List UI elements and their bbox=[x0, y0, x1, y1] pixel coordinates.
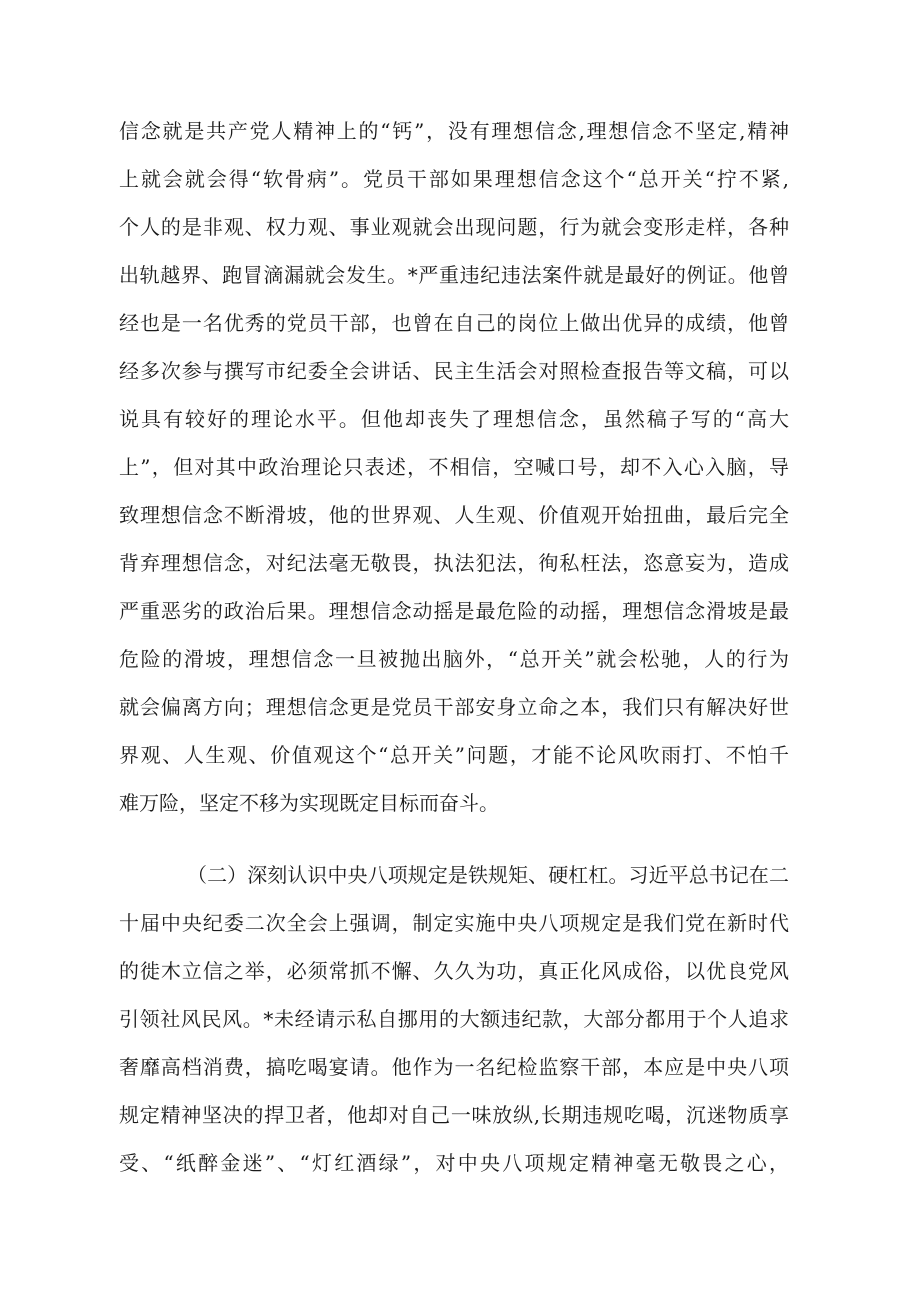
text-line: 个人的是非观、权力观、事业观就会出现问题，行为就会变形走样，各种 bbox=[119, 215, 789, 239]
text-line: 上”，但对其中政治理论只表述，不相信，空喊口号，却不入心入脑，导 bbox=[119, 455, 789, 479]
text-line: 说具有较好的理论水平。但他却丧失了理想信念，虽然稿子写的“高大 bbox=[119, 407, 789, 431]
text-line: 经多次参与撰写市纪委全会讲话、民主生活会对照检查报告等文稿，可以 bbox=[119, 359, 789, 383]
text-line: 经也是一名优秀的党员干部，也曾在自己的岗位上做出优异的成绩，他曾 bbox=[119, 311, 789, 335]
text-line: 受、“纸醉金迷”、“灯红酒绿”，对中央八项规定精神毫无敬畏之心， bbox=[119, 1151, 789, 1175]
text-line: 引领社风民风。*未经请示私自挪用的大额违纪款，大部分都用于个人追求 bbox=[119, 1007, 789, 1031]
text-line: 严重恶劣的政治后果。理想信念动摇是最危险的动摇，理想信念滑坡是最 bbox=[119, 599, 789, 623]
text-line: 背弃理想信念，对纪法毫无敬畏，执法犯法，徇私枉法，恣意妄为，造成 bbox=[119, 551, 789, 575]
text-line: 出轨越界、跑冒滴漏就会发生。*严重违纪违法案件就是最好的例证。他曾 bbox=[119, 263, 789, 287]
text-line: 难万险，坚定不移为实现既定目标而奋斗。 bbox=[119, 791, 499, 815]
text-line: 界观、人生观、价值观这个“总开关”问题，才能不论风吹雨打、不怕千 bbox=[119, 743, 789, 767]
text-line: 上就会就会得“软骨病”。党员干部如果理想信念这个“总开关“拧不紧, bbox=[119, 167, 789, 191]
text-line: 致理想信念不断滑坡，他的世界观、人生观、价值观开始扭曲，最后完全 bbox=[119, 503, 789, 527]
text-line: 就会偏离方向；理想信念更是党员干部安身立命之本，我们只有解决好世 bbox=[119, 695, 789, 719]
text-line: 危险的滑坡，理想信念一旦被抛出脑外，“总开关”就会松驰，人的行为 bbox=[119, 647, 789, 671]
text-line: 十届中央纪委二次全会上强调，制定实施中央八项规定是我们党在新时代 bbox=[119, 911, 789, 935]
text-line: 奢靡高档消费，搞吃喝宴请。他作为一名纪检监察干部，本应是中央八项 bbox=[119, 1055, 789, 1079]
text-line: 规定精神坚决的捍卫者，他却对自己一味放纵,长期违规吃喝，沉迷物质享 bbox=[119, 1103, 789, 1127]
text-line: 的徙木立信之举，必须常抓不懈、久久为功，真正化风成俗，以优良党风 bbox=[119, 959, 789, 983]
text-line: （二）深刻认识中央八项规定是铁规矩、硬杠杠。习近平总书记在二 bbox=[187, 863, 789, 887]
text-line: 信念就是共产党人精神上的“钙”，没有理想信念,理想信念不坚定,精神 bbox=[119, 119, 789, 143]
